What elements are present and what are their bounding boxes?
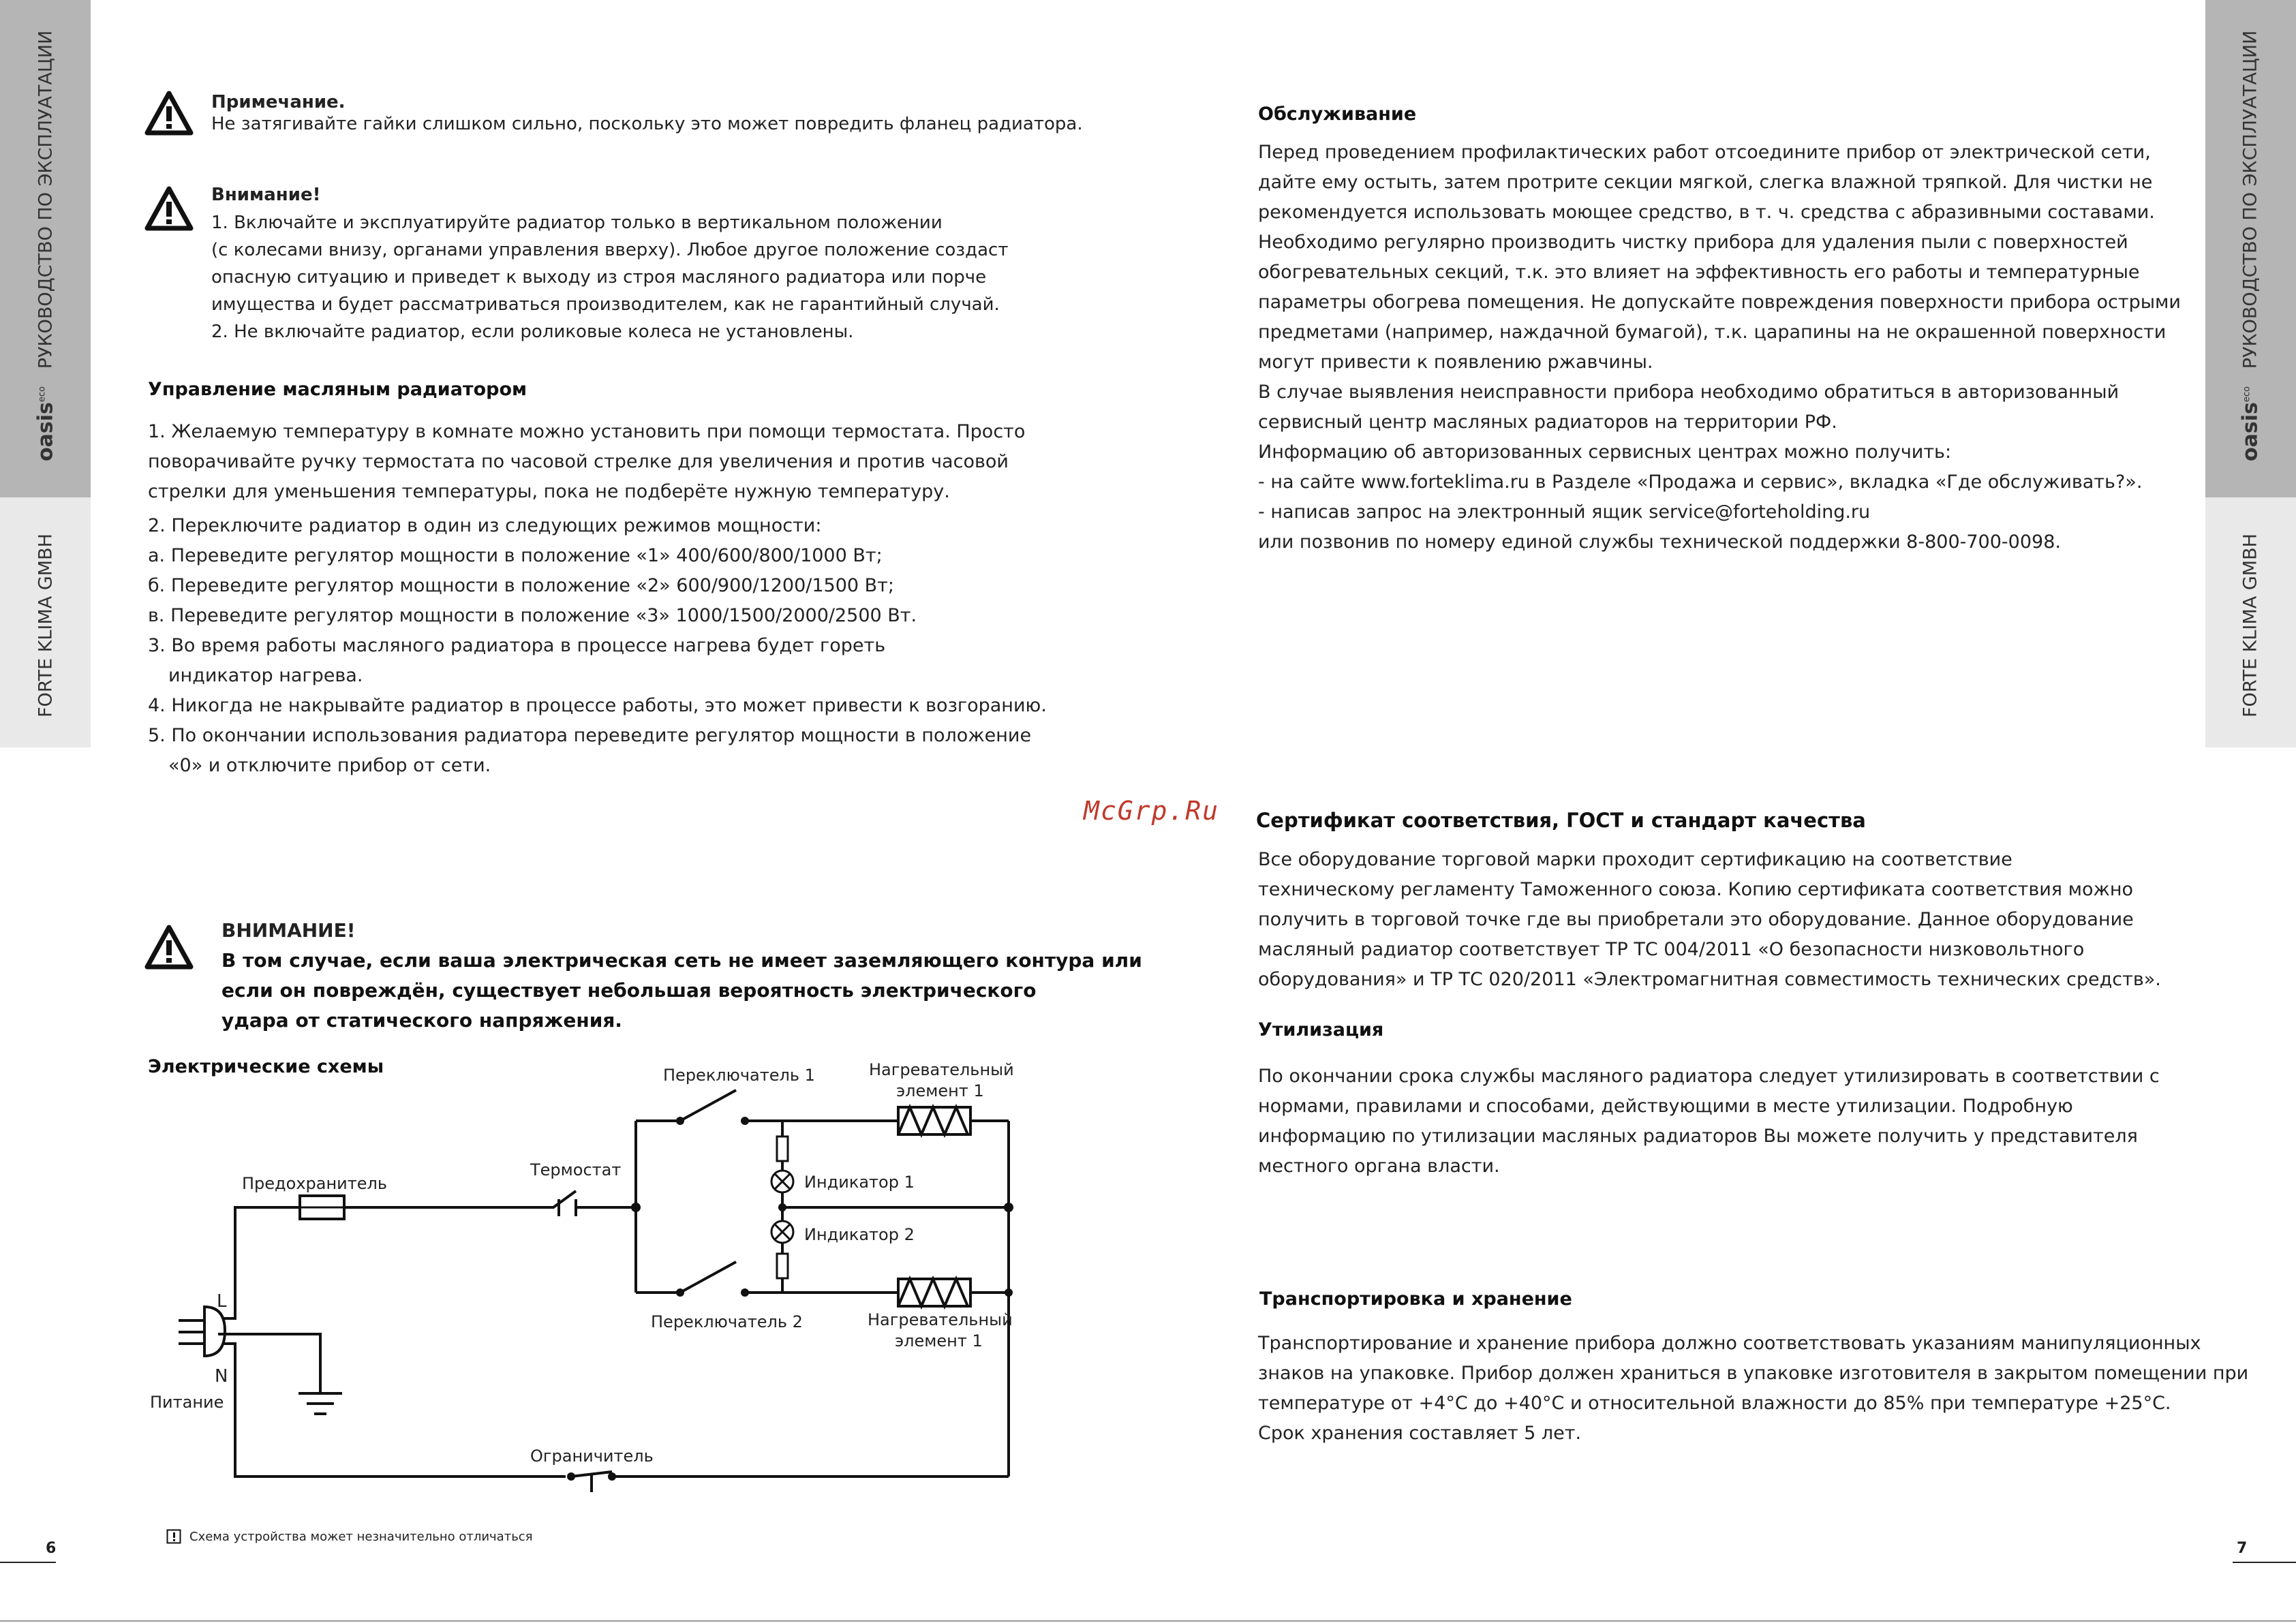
control-line: стрелки для уменьшения температуры, пока не подберёте нужную температуру. [148, 481, 950, 502]
heater2-symbol [898, 1279, 970, 1306]
switch1-symbol [680, 1090, 736, 1121]
indicator2-lamp-icon [771, 1221, 793, 1243]
right-sidebar-guide-label: РУКОВОДСТВО ПО ЭКСПЛУАТАЦИИ [2239, 30, 2261, 369]
page-number-left: 6 [46, 1540, 57, 1557]
certificate-line: масляный радиатор соответствует ТР ТС 004/2011 «О безопасности низковольтного [1258, 939, 2085, 960]
control-line: 4. Никогда не накрывайте радиатор в процессе работы, это может привести к возгоранию. [148, 695, 1047, 716]
brand-name: oasis [33, 402, 58, 461]
bottom-edge-line [0, 1620, 2296, 1622]
service-line: обогревательных секций, т.к. это влияет на эффективность его работы и температурные [1258, 262, 2140, 283]
indicator2-resistor [777, 1254, 788, 1278]
indicator1-lamp-icon [771, 1171, 793, 1192]
disposal-heading: Утилизация [1258, 1019, 1384, 1040]
ground-icon [218, 1334, 342, 1414]
warning-line: если он повреждён, существует небольшая вероятность электрического [221, 979, 1037, 1002]
label-heater2-line2: элемент 1 [895, 1331, 983, 1350]
wire-neutral [211, 1344, 566, 1477]
left-sidebar-guide-label: РУКОВОДСТВО ПО ЭКСПЛУАТАЦИИ [35, 30, 57, 369]
label-power: Питание [150, 1393, 224, 1412]
page-rule-left [0, 1562, 56, 1563]
service-line: параметры обогрева помещения. Не допускайте повреждения поверхности прибора острыми [1258, 292, 2181, 313]
disposal-line: По окончании срока службы масляного радиатора следует утилизировать в соответствии с [1258, 1066, 2160, 1087]
label-heater1-line2: элемент 1 [896, 1081, 984, 1100]
left-sidebar-company: FORTE KLIMA GMBH [35, 534, 57, 717]
service-line: Информацию об авторизованных сервисных центрах можно получить: [1258, 442, 1952, 463]
control-line: 2. Переключите радиатор в один из следующих режимов мощности: [148, 515, 822, 536]
control-line: 3. Во время работы масляного радиатора в процессе нагрева будет гореть [148, 635, 886, 656]
service-line: В случае выявления неисправности прибора необходимо обратиться в авторизованный [1258, 382, 2119, 403]
page-rule-right [2233, 1562, 2296, 1563]
label-indicator1: Индикатор 1 [804, 1173, 915, 1192]
disposal-line: местного органа власти. [1258, 1156, 1500, 1177]
disposal-line: нормами, правилами и способами, действующими в месте утилизации. Подробную [1258, 1096, 2073, 1117]
transport-heading: Транспортировка и хранение [1259, 1288, 1572, 1310]
brand-sup: eco [2241, 386, 2252, 403]
control-line: б. Переведите регулятор мощности в положение «2» 600/900/1200/1500 Вт; [148, 575, 895, 596]
label-fuse: Предохранитель [242, 1174, 387, 1193]
switch2-symbol [680, 1262, 736, 1293]
certificate-line: техническому регламенту Таможенного союза. Копию сертификата соответствия можно [1258, 879, 2133, 900]
attention-line: 1. Включайте и эксплуатируйте радиатор только в вертикальном положении [211, 213, 943, 233]
indicator1-resistor [777, 1137, 788, 1161]
watermark: McGrp.Ru [1084, 796, 1220, 826]
note-text: Не затягивайте гайки слишком сильно, поскольку это может повредить фланец радиатора. [211, 114, 1083, 134]
right-sidebar-brand-logo [2239, 386, 2263, 461]
label-indicator2: Индикатор 2 [804, 1225, 915, 1244]
attention-title: Внимание! [211, 185, 321, 205]
warning-title: ВНИМАНИЕ! [221, 919, 356, 942]
certificate-heading: Сертификат соответствия, ГОСТ и стандарт качества [1256, 809, 1866, 832]
service-line: - написав запрос на электронный ящик service@forteholding.ru [1258, 501, 1871, 523]
service-text [1258, 138, 2181, 557]
service-line: или позвонив по номеру единой службы технической поддержки 8-800-700-0098. [1258, 531, 2061, 553]
label-heater1-line1: Нагревательный [869, 1060, 1014, 1079]
service-line: дайте ему остыть, затем протрите секции мягкой, слегка влажной тряпкой. Для чистки не [1258, 172, 2153, 193]
service-line: Перед проведением профилактических работ отсоедините прибор от электрической сети, [1258, 142, 2151, 163]
brand-sup: eco [37, 386, 48, 403]
label-live: L [217, 1291, 227, 1312]
thermostat-symbol [538, 1191, 583, 1216]
disposal-text [1258, 1062, 2160, 1181]
transport-line: Срок хранения составляет 5 лет. [1258, 1423, 1582, 1444]
schemes-heading: Электрические схемы [148, 1056, 384, 1077]
service-line: могут привести к появлению ржавчины. [1258, 352, 1653, 373]
control-line: а. Переведите регулятор мощности в положение «1» 400/600/800/1000 Вт; [148, 545, 883, 566]
limiter-symbol [571, 1472, 612, 1492]
label-heater2-line1: Нагревательный [868, 1310, 1013, 1329]
service-line: рекомендуется использовать моющее средство, в т. ч. средства с абразивными составами. [1258, 202, 2155, 223]
footnote: Схема устройства может незначительно отличаться [189, 1530, 533, 1544]
certificate-line: оборудования» и ТР ТС 020/2011 «Электромагнитная совместимость технических средств». [1258, 969, 2161, 990]
service-line: - на сайте www.forteklima.ru в Разделе «Продажа и сервис», вкладка «Где обслуживать?». [1258, 472, 2143, 493]
disposal-line: информацию по утилизации масляных радиаторов Вы можете получить у представителя [1258, 1126, 2138, 1147]
control-line: индикатор нагрева. [168, 665, 363, 686]
control-line: 1. Желаемую температуру в комнате можно установить при помощи термостата. Просто [148, 421, 1026, 442]
certificate-text [1258, 845, 2161, 995]
service-line: сервисный центр масляных радиаторов на территории РФ. [1258, 412, 1837, 433]
service-line: предметами (например, наждачной бумагой), т.к. царапины на не окрашенной поверхности [1258, 322, 2167, 343]
certificate-line: Все оборудование торговой марки проходит сертификацию на соответствие [1258, 849, 2012, 870]
transport-line: знаков на упаковке. Прибор должен храниться в упаковке изготовителя в закрытом помещении при [1258, 1363, 2249, 1384]
transport-line: температуре от +4°С до +40°С и относительной влажности до 85% при температуре +25°С. [1258, 1393, 2171, 1414]
right-sidebar-company: FORTE KLIMA GMBH [2239, 534, 2261, 717]
service-heading: Обслуживание [1258, 104, 1417, 125]
power-plug-icon [179, 1307, 235, 1356]
control-heading: Управление масляным радиатором [148, 379, 527, 400]
label-switch2: Переключатель 2 [651, 1312, 803, 1331]
transport-line: Транспортирование и хранение прибора должно соответствовать указаниям манипуляционных [1258, 1333, 2201, 1354]
note-title: Примечание. [211, 92, 346, 112]
control-line: поворачивайте ручку термостата по часовой стрелке для увеличения и против часовой [148, 451, 1009, 472]
brand-name: oasis [2238, 402, 2263, 461]
heater1-symbol [898, 1107, 970, 1134]
control-line: «0» и отключите прибор от сети. [168, 755, 491, 776]
info-square-icon [166, 1529, 181, 1544]
transport-text [1258, 1329, 2248, 1449]
control-line: в. Переведите регулятор мощности в положение «3» 1000/1500/2000/2500 Вт. [148, 605, 917, 626]
certificate-line: получить в торговой точке где вы приобретали это оборудование. Данное оборудование [1258, 909, 2134, 930]
control-line: 5. По окончании использования радиатора переведите регулятор мощности в положение [148, 725, 1032, 746]
attention-line: опасную ситуацию и приведет к выходу из строя масляного радиатора или порче [211, 267, 987, 288]
attention-line: 2. Не включайте радиатор, если роликовые колеса не установлены. [211, 322, 854, 342]
electrical-diagram [0, 0, 1090, 1623]
warning-line: удара от статического напряжения. [221, 1009, 622, 1032]
attention-line: имущества и будет рассматриваться производителем, как не гарантийный случай. [211, 294, 1000, 315]
label-switch1: Переключатель 1 [663, 1066, 815, 1085]
label-limiter: Ограничитель [530, 1447, 654, 1466]
attention-line: (с колесами внизу, органами управления вверху). Любое другое положение создаст [211, 240, 1009, 260]
label-thermostat: Термостат [530, 1160, 622, 1179]
label-neutral: N [215, 1366, 228, 1387]
service-line: Необходимо регулярно производить чистку прибора для удаления пыли с поверхностей [1258, 232, 2128, 253]
page-number-right: 7 [2237, 1540, 2248, 1557]
warning-line: В том случае, если ваша электрическая сеть не имеет заземляющего контура или [221, 949, 1142, 972]
